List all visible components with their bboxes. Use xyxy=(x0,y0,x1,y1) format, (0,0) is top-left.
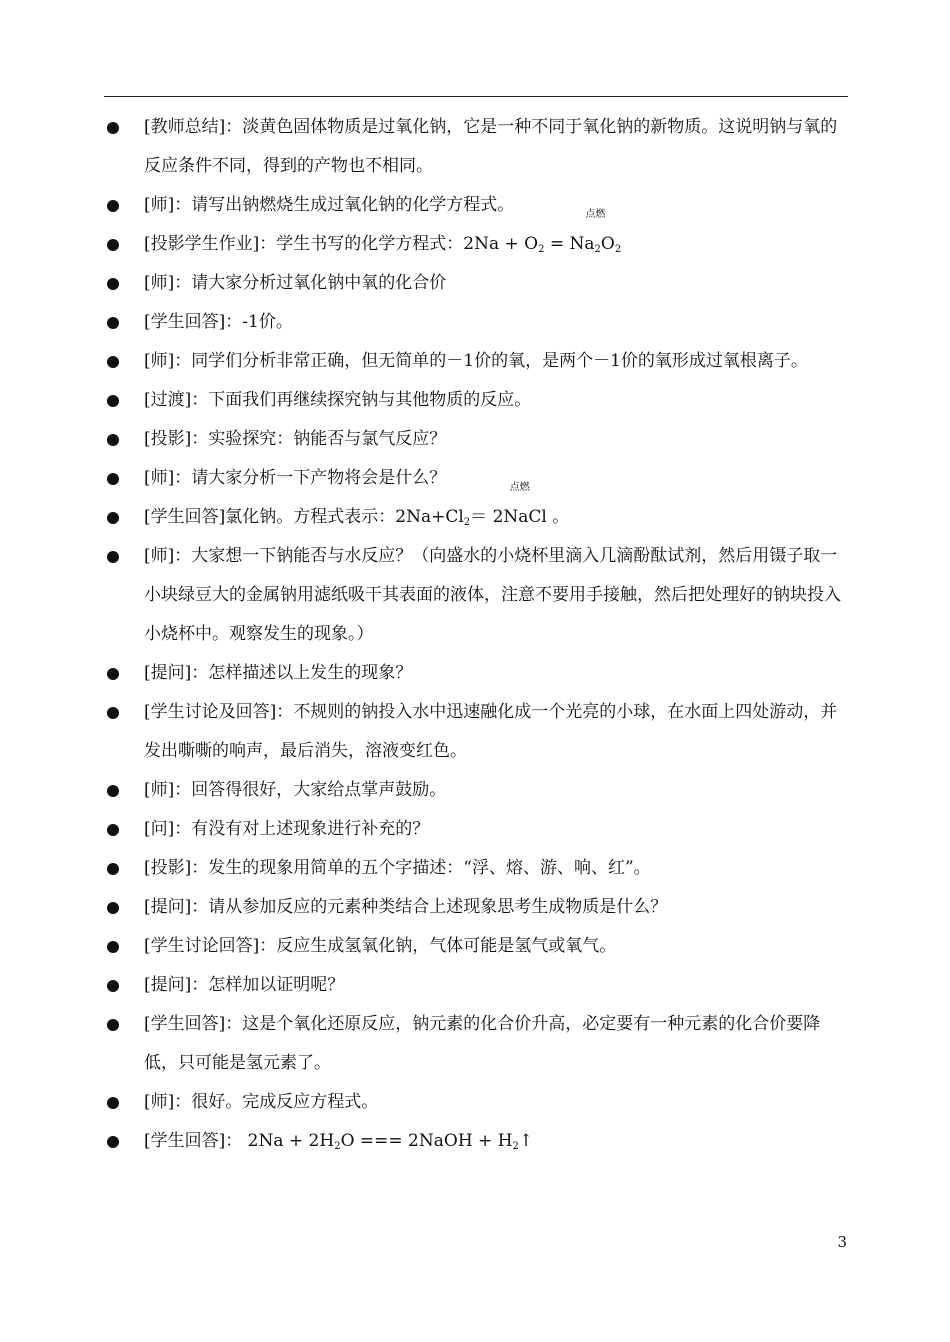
item-tag: [教师总结]： xyxy=(144,117,243,137)
bullet-icon xyxy=(107,785,119,797)
item-tag: [提问]： xyxy=(144,663,209,683)
list-item xyxy=(104,342,848,381)
list-item xyxy=(104,966,848,1005)
bullet-icon xyxy=(107,356,119,368)
item-tag: [投影学生作业]： xyxy=(144,234,277,254)
chemical-equation-nacl: $2Na+Cl_2=$ 点燃 2NaCl 。 xyxy=(395,507,569,527)
bullet-icon xyxy=(107,980,119,992)
bullet-icon xyxy=(107,1019,119,1031)
list-item xyxy=(104,186,848,225)
list-item xyxy=(104,1122,848,1161)
list-item xyxy=(104,771,848,810)
chemical-equation-naoh: $2Na + 2H_2O$ === 2NaOH + $H_2↑$ xyxy=(242,1131,534,1152)
page-number: 3 xyxy=(837,1233,847,1251)
bullet-icon xyxy=(107,200,119,212)
item-text: 下面我们再继续探究钠与其他物质的反应。 xyxy=(208,390,532,410)
bullet-icon xyxy=(107,278,119,290)
item-text: 实验探究：钠能否与氯气反应？ xyxy=(208,429,447,449)
bullet-icon xyxy=(107,1097,119,1109)
bullet-icon xyxy=(107,434,119,446)
list-item xyxy=(104,888,848,927)
bullet-icon xyxy=(107,902,119,914)
bullet-icon xyxy=(107,122,119,134)
bullet-icon xyxy=(107,824,119,836)
list-item xyxy=(104,209,848,264)
item-text: 不规则的钠投入水中迅速融化成一个光亮的小球，在水面上四处游动，并发出嘶嘶的响声，最后消失，溶液变红色。 xyxy=(144,702,838,761)
item-tag: [师]： xyxy=(144,195,192,215)
item-text: -1价。 xyxy=(242,312,293,332)
item-tag: [师]： xyxy=(144,780,192,800)
list-item xyxy=(104,420,848,459)
bullet-icon xyxy=(107,239,119,251)
bullet-icon xyxy=(107,473,119,485)
item-tag: [师]： xyxy=(144,351,192,371)
document-body xyxy=(104,108,848,1161)
list-item xyxy=(104,264,848,303)
item-tag: [过渡]： xyxy=(144,390,209,410)
reaction-condition: 点燃 $Na_2O_2$ xyxy=(569,209,622,255)
bullet-icon xyxy=(107,863,119,875)
item-tag: [师]： xyxy=(144,1092,192,1112)
bullet-icon xyxy=(107,551,119,563)
item-text: 发生的现象用简单的五个字描述：“浮、熔、游、响、红”。 xyxy=(208,858,651,878)
bullet-icon xyxy=(107,317,119,329)
item-text: 有没有对上述现象进行补充的？ xyxy=(191,819,430,839)
item-tag: [投影]： xyxy=(144,429,209,449)
list-item xyxy=(104,927,848,966)
chemical-equation-na2o2: $2Na + O_2$ = 点燃 $Na_2O_2$ xyxy=(463,234,621,254)
list-item xyxy=(104,108,848,186)
item-text: 请从参加反应的元素种类结合上述现象思考生成物质是什么？ xyxy=(208,897,668,917)
item-text: 淡黄色固体物质是过氧化钠，它是一种不同于氧化钠的新物质。这说明钠与氧的反应条件不同，得到的产物也不相同。 xyxy=(144,117,838,176)
item-text: 反应生成氢氧化钠，气体可能是氢气或氧气。 xyxy=(276,936,617,956)
item-tag: [师]： xyxy=(144,273,192,293)
item-text: 学生书写的化学方程式： xyxy=(276,234,464,254)
item-tag: [学生讨论及回答]： xyxy=(144,702,294,722)
item-tag: [学生回答]： xyxy=(144,1014,243,1034)
item-text: 怎样描述以上发生的现象？ xyxy=(208,663,413,683)
item-text: 回答得很好，大家给点掌声鼓励。 xyxy=(191,780,447,800)
bullet-icon xyxy=(107,668,119,680)
item-text: 请大家分析过氧化钠中氧的化合价 xyxy=(191,273,447,293)
list-item xyxy=(104,1083,848,1122)
list-item xyxy=(104,537,848,654)
item-text: 怎样加以证明呢？ xyxy=(208,975,345,995)
list-item xyxy=(104,381,848,420)
item-text: 请写出钠燃烧生成过氧化钠的化学方程式。 xyxy=(191,195,515,215)
item-tag: [学生回答]： xyxy=(144,1131,243,1151)
item-text: 这是个氧化还原反应，钠元素的化合价升高，必定要有一种元素的化合价要降低，只可能是氢元素了。 xyxy=(144,1014,821,1073)
list-item xyxy=(104,810,848,849)
item-text: 很好。完成反应方程式。 xyxy=(191,1092,379,1112)
item-tag: [师]： xyxy=(144,468,192,488)
item-tag: [提问]： xyxy=(144,897,209,917)
bullet-icon xyxy=(107,512,119,524)
item-text: 同学们分析非常正确，但无简单的－1价的氧，是两个－1价的氧形成过氧根离子。 xyxy=(191,351,808,371)
item-tag: [学生讨论回答]： xyxy=(144,936,277,956)
item-tag: [投影]： xyxy=(144,858,209,878)
header-rule xyxy=(104,96,848,97)
item-text: 氯化钠。方程式表示： xyxy=(225,507,396,527)
item-tag: [提问]： xyxy=(144,975,209,995)
bullet-icon xyxy=(107,1136,119,1148)
item-tag: [师]： xyxy=(144,546,192,566)
list-item xyxy=(104,654,848,693)
item-tag: [问]： xyxy=(144,819,192,839)
item-text: 请大家分析一下产物将会是什么？ xyxy=(191,468,447,488)
list-item xyxy=(104,1005,848,1083)
item-tag: [学生回答]： xyxy=(144,312,243,332)
list-item xyxy=(104,849,848,888)
list-item xyxy=(104,459,848,498)
list-item xyxy=(104,303,848,342)
reaction-condition: 点燃 2NaCl xyxy=(492,482,547,527)
bullet-icon xyxy=(107,395,119,407)
list-item xyxy=(104,482,848,537)
item-tag: [学生回答] xyxy=(144,507,226,527)
bullet-icon xyxy=(107,707,119,719)
list-item xyxy=(104,693,848,771)
bullet-icon xyxy=(107,941,119,953)
item-text: 大家想一下钠能否与水反应？（向盛水的小烧杯里滴入几滴酚酞试剂，然后用镊子取一小块绿豆大的金属钠用滤纸吸干其表面的液体，注意不要用手接触，然后把处理好的钠块投入小烧杯中。观察发生的现象。） xyxy=(144,546,841,644)
gas-arrow-icon: ↑ xyxy=(518,1131,534,1151)
